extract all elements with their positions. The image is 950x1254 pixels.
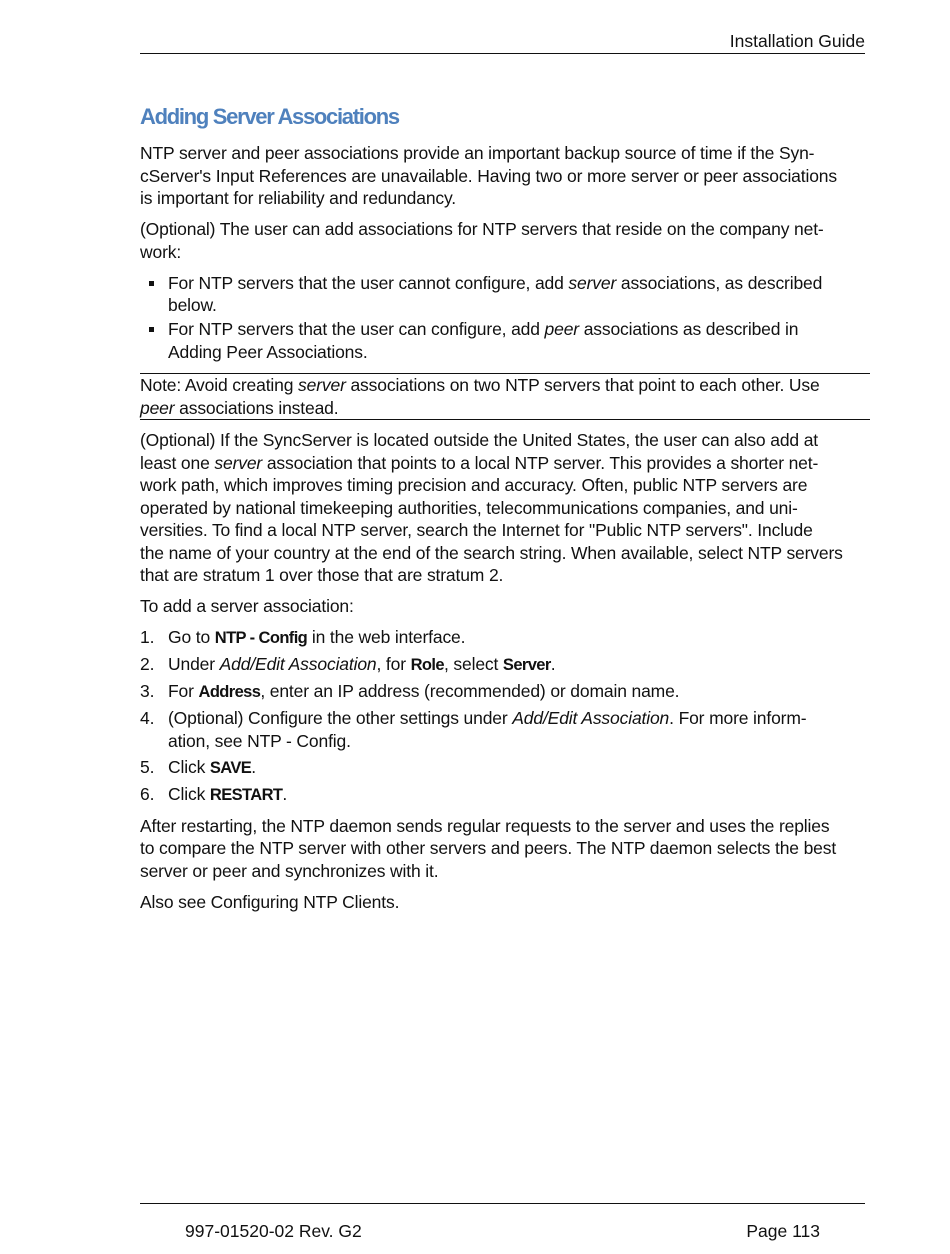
ui-term: Address	[198, 683, 261, 701]
text-run: (Optional) If the SyncServer is located outside the United States, the user can also add at least one	[140, 430, 818, 473]
text-run: , for	[376, 654, 411, 674]
text-run: Under	[168, 654, 220, 674]
ui-term: NTP - Config	[214, 629, 308, 647]
step-number: 5.	[140, 756, 155, 777]
paragraph	[140, 595, 870, 618]
footer-page-number: Page 113	[746, 1221, 820, 1241]
text-run: For	[168, 681, 199, 701]
text-run: .	[251, 756, 256, 777]
note-box	[140, 373, 870, 420]
bullet-item	[140, 272, 870, 317]
emphasis: server	[214, 452, 263, 473]
ui-term: RESTART	[209, 785, 283, 804]
ui-term: Server	[502, 656, 551, 674]
step-number: 1.	[140, 627, 155, 647]
emphasis: server	[298, 375, 346, 395]
step-number: 3.	[140, 681, 155, 701]
running-header: Installation Guide	[729, 31, 865, 51]
step-number: 2.	[140, 654, 155, 674]
emphasis: peer	[140, 397, 175, 418]
paragraph	[140, 142, 870, 210]
text-run: NTP server and peer associations provide an important backup source of time if the Syn- cServer's Input References are unavailable. Having two or more server or peer associations is important for reliability and redundancy.	[140, 143, 837, 208]
text-run: For NTP servers that the user can configure, add	[168, 319, 545, 339]
text-run: . For more inform- ation, see NTP - Config.	[168, 708, 807, 751]
paragraph	[140, 815, 870, 883]
paragraph	[140, 891, 870, 914]
text-run: in the web interface.	[307, 627, 466, 647]
text-run: Go to	[168, 627, 215, 647]
header-rule	[140, 53, 865, 54]
text-run: Note: Avoid creating	[140, 375, 299, 395]
text-run: associations as described in Adding Peer Associations.	[168, 319, 799, 362]
text-run: Click	[168, 783, 210, 804]
text-run: associations instead.	[174, 397, 339, 418]
body-content	[140, 142, 870, 922]
bullet-item	[140, 318, 870, 363]
text-run: Click	[168, 756, 210, 777]
footer-doc-number: 997-01520-02 Rev. G2	[185, 1221, 362, 1241]
text-run: Also see Configuring NTP Clients.	[140, 891, 400, 912]
step-item	[140, 653, 870, 677]
step-number: 4.	[140, 708, 155, 728]
emphasis: Add/Edit Association	[219, 654, 377, 674]
step-item	[140, 707, 870, 752]
step-item	[140, 756, 870, 780]
ui-term: SAVE	[209, 758, 252, 777]
step-number: 6.	[140, 783, 155, 804]
text-run: .	[282, 783, 288, 804]
paragraph	[140, 429, 870, 587]
text-run: .	[550, 654, 556, 674]
footer-rule	[140, 1203, 865, 1204]
step-item	[140, 783, 870, 807]
section-heading: Adding Server Associations	[140, 104, 399, 129]
ui-term: Role	[410, 656, 444, 674]
text-run: For NTP servers that the user cannot configure, add	[168, 272, 569, 293]
text-run: , select	[443, 654, 503, 674]
text-run: After restarting, the NTP daemon sends regular requests to the server and uses the replies to compare the NTP server with other servers and peers. The NTP daemon selects the best server or peer and synchronizes with it.	[140, 815, 837, 881]
emphasis: Add/Edit Association	[512, 708, 670, 728]
emphasis: peer	[544, 319, 579, 339]
paragraph	[140, 218, 870, 263]
text-run: association that points to a local NTP server. This provides a shorter net- work path, which improves timing precision and accuracy. Often, public NTP servers are operated by national timekeeping authorities, telecommunications companies, and uni- versities. To find a local NTP server, search the Internet for "Public NTP servers". Include the name of your country at the end of the search string. When available, select NTP servers that are stratum 1 over those that are stratum 2.	[140, 452, 843, 585]
text-run: associations on two NTP servers that point to each other. Use	[350, 375, 820, 395]
text-run: (Optional) Configure the other settings under	[168, 708, 513, 728]
text-run: , enter an IP address (recommended) or domain name.	[260, 681, 680, 701]
text-run: (Optional) The user can add associations for NTP servers that reside on the company net- work:	[140, 219, 824, 262]
step-item	[140, 626, 870, 650]
text-run: To add a server association:	[140, 596, 354, 616]
step-item	[140, 680, 870, 704]
text-run: associations, as described below.	[168, 272, 823, 315]
emphasis: server	[568, 272, 617, 293]
